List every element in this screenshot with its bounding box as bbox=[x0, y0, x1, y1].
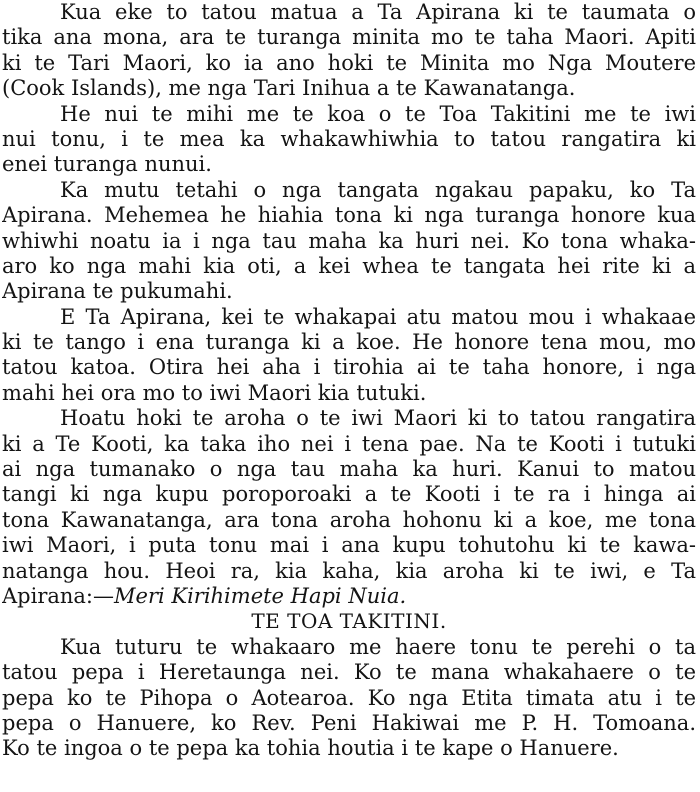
text-line: pepa o Hanuere, ko Rev. Peni Hakiwai me P. H. Tomoana. bbox=[2, 710, 696, 735]
text-line: aro ko nga mahi kia oti, a kei whea te tangata hei rite ki a bbox=[2, 253, 696, 278]
paragraph-humility bbox=[2, 178, 696, 305]
text-line: (Cook Islands), me nga Tari Inihua a te Kawanatanga. bbox=[2, 76, 576, 101]
text-line: Kua eke to tatou matua a Ta Apirana ki te taumata o bbox=[60, 0, 696, 24]
text-line: nui tonu, i te mea ka whakawhiwhia to tatou rangatira ki bbox=[2, 126, 696, 151]
text-line: ai nga tumanako o nga tau maha ka huri. Kanui to matou bbox=[2, 457, 696, 482]
paragraph-te-kooti bbox=[2, 406, 696, 609]
text-line: Apirana. Mehemea he hiahia tona ki nga turanga honore kua bbox=[2, 203, 696, 228]
text-line: iwi Maori, i puta tonu mai i ana kupu tohutohu ki te kawa- bbox=[2, 533, 696, 558]
text-line: tangi ki nga kupu poroporoaki a te Kooti i te ra i hinga ai bbox=[2, 482, 696, 507]
paragraph-minister-appointment bbox=[2, 0, 696, 102]
text-line: Ko te ingoa o te pepa ka tohia houtia i te kape o Hanuere. bbox=[2, 736, 619, 761]
christmas-greeting: Meri Kirihimete Hapi Nuia. bbox=[114, 583, 407, 608]
section-heading: TE TOA TAKITINI. bbox=[251, 609, 447, 634]
paragraph-newspaper bbox=[2, 635, 696, 762]
paragraph-praise bbox=[2, 305, 696, 407]
text-line: pepa ko te Pihopa o Aotearoa. Ko nga Etita timata atu i te bbox=[2, 685, 696, 710]
closing-prefix: Apirana:— bbox=[2, 583, 115, 608]
text-line: enei turanga nunui. bbox=[2, 152, 212, 177]
text-line: E Ta Apirana, kei te whakapai atu matou mou i whakaae bbox=[60, 304, 696, 329]
text-line: tatou pepa i Heretaunga nei. Ko te mana whakahaere o te bbox=[2, 660, 696, 685]
paragraph-greetings bbox=[2, 102, 696, 178]
closing-line bbox=[2, 584, 696, 609]
text-line: ki a Te Kooti, ka taka iho nei i tena pae. Na te Kooti i tutuki bbox=[2, 431, 696, 456]
text-line: tona Kawanatanga, ara tona aroha hohonu ki a koe, me tona bbox=[2, 507, 696, 532]
text-line: Apirana te pukumahi. bbox=[2, 279, 233, 304]
text-line: ki te Tari Maori, ko ia ano hoki te Minita mo Nga Moutere bbox=[2, 50, 696, 75]
text-line: He nui te mihi me te koa o te Toa Takitini me te iwi bbox=[60, 101, 696, 126]
text-line: Kua tuturu te whakaaro me haere tonu te perehi o ta bbox=[60, 634, 696, 659]
text-line: Ka mutu tetahi o nga tangata ngakau papaku, ko Ta bbox=[60, 177, 696, 202]
text-line: tatou katoa. Otira hei aha i tirohia ai te taha honore, i nga bbox=[2, 355, 696, 380]
text-line: tika ana mona, ara te turanga minita mo te taha Maori. Apiti bbox=[2, 25, 696, 50]
text-line: whiwhi noatu ia i nga tau maha ka huri nei. Ko tona whaka- bbox=[2, 228, 696, 253]
text-line: natanga hou. Heoi ra, kia kaha, kia aroha ki te iwi, e Ta bbox=[2, 558, 696, 583]
text-line: Hoatu hoki te aroha o te iwi Maori ki to tatou rangatira bbox=[60, 406, 696, 431]
text-line: mahi hei ora mo to iwi Maori kia tutuki. bbox=[2, 380, 427, 405]
text-line: ki te tango i ena turanga ki a koe. He honore tena mou, mo bbox=[2, 330, 696, 355]
document-page bbox=[2, 0, 696, 792]
